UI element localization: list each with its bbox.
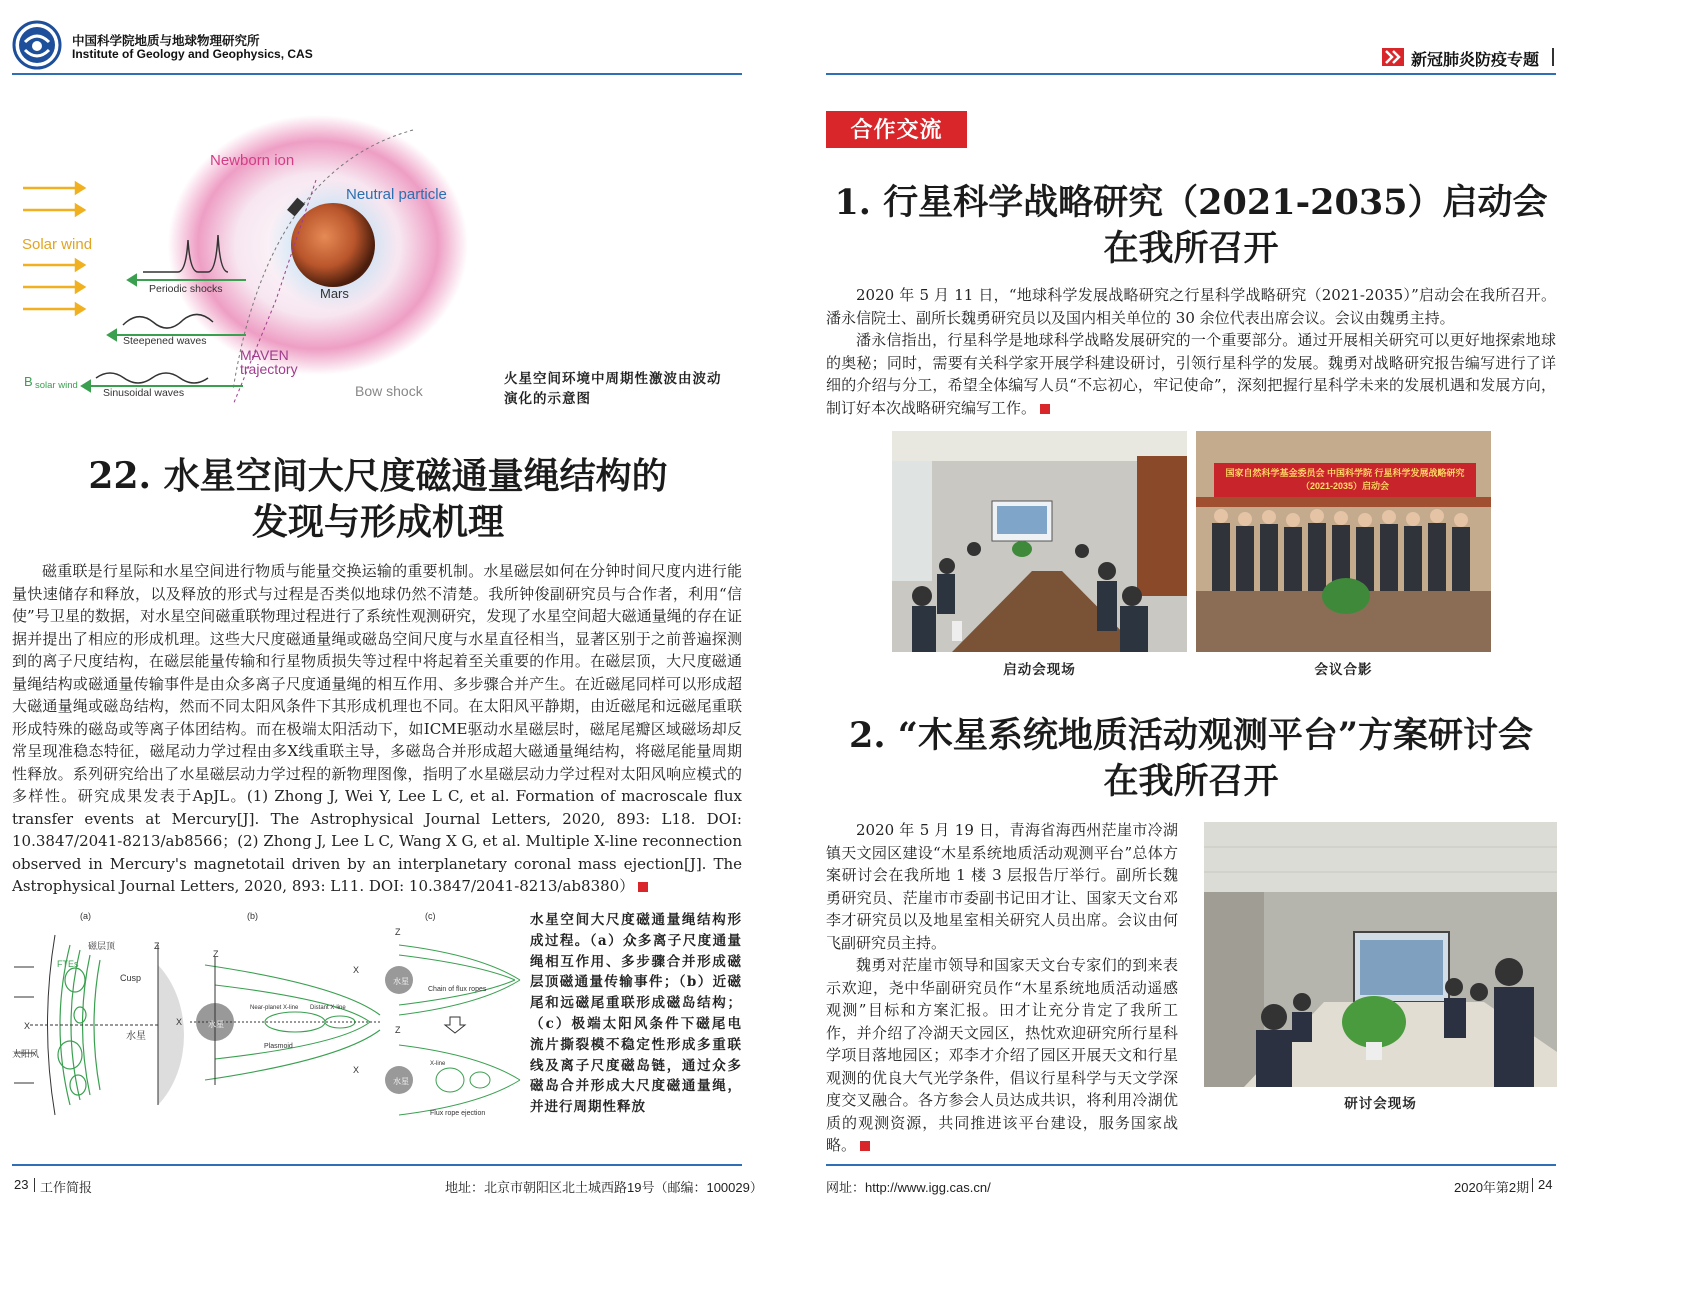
mercury-figure-caption: 水星空间大尺度磁通量绳结构形成过程。（a）众多离子尺度通量绳相互作用、多步骤合并形成磁层顶磁通量传输事件；（b）近磁尾和远磁尾重联形成磁岛结构；（c）极端太阳风条件下磁尾电流片撕裂模不稳定性形成多重联线及离子尺度磁岛链，通过众多磁岛合并形成大尺度磁通量绳，并进行周期性释放 — [530, 912, 742, 1116]
article1-para1: 2020 年 5 月 11 日，“地球科学发展战略研究之行星科学战略研究（2021-2035）”启动会在我所召开。潘永信院士、副所长魏勇研究员以及国内相关单位的 30 余位代表出席会议。会议由魏勇主持。 — [826, 286, 1556, 327]
label-near-x: Near-planet X-line — [250, 1005, 299, 1011]
right-footer-issue: 2020年第2期 — [1454, 1180, 1530, 1195]
label-x-c2: X — [353, 1065, 360, 1075]
topic-divider — [1552, 48, 1554, 66]
end-mark-icon — [860, 1141, 870, 1151]
label-periodic-shocks: Periodic shocks — [149, 283, 223, 295]
article2-title-line1: 2. “木星系统地质活动观测平台”方案研讨会 — [849, 715, 1533, 756]
article22-title-line1: 22. 水星空间大尺度磁通量绳结构的 — [88, 455, 668, 497]
article22-title-line2: 发现与形成机理 — [251, 501, 504, 543]
left-footer-divider — [34, 1178, 35, 1192]
kickoff-meeting-photo — [892, 431, 1187, 652]
article2-para1: 2020 年 5 月 19 日，青海省海西州茫崖市冷湖镇天文园区建设“木星系统地质活动观测平台”总体方案研讨会在我所地 1 楼 3 层报告厅举行。副所长魏勇研究员、茫崖市市委副书记田才让、国家天文台邓李才研究员以及地星室相关研究人员出席。会议由何飞副研究员主持。 — [826, 821, 1178, 952]
mars-caption-line1: 火星空间环境中周期性激波由波动 — [504, 371, 722, 387]
right-footer-website: 网址：http://www.igg.cas.cn/ — [826, 1180, 991, 1195]
label-mercury-a: 水星 — [126, 1031, 146, 1042]
article22-title — [14, 453, 742, 545]
article1-title-line2: 在我所召开 — [1103, 228, 1279, 269]
label-ejection: Flux rope ejection — [430, 1110, 486, 1117]
kickoff-photo-caption: 启动会现场 — [1003, 662, 1076, 678]
label-sinusoidal-waves: Sinusoidal waves — [103, 387, 185, 399]
symposium-photo — [1204, 822, 1557, 1087]
label-neutral-particle: Neutral particle — [346, 186, 447, 203]
label-cusp: Cusp — [120, 973, 142, 983]
label-x-a: X — [24, 1021, 31, 1031]
left-footer-address: 地址：北京市朝阳区北土城西路19号（邮编：100029） — [445, 1180, 763, 1195]
symposium-photo-caption: 研讨会现场 — [1344, 1096, 1417, 1112]
label-ftes: FTEs — [57, 959, 79, 969]
label-mars: Mars — [320, 286, 349, 301]
label-chain: Chain of flux ropes — [428, 986, 487, 993]
left-header-rule — [12, 73, 742, 75]
mars-figure-caption — [504, 369, 744, 409]
end-mark-icon — [638, 882, 648, 892]
panel-b-label: (b) — [247, 911, 258, 921]
label-mercury-c2: 水星 — [393, 1077, 409, 1086]
article22-body-text: 磁重联是行星际和水星空间进行物质与能量交换运输的重要机制。水星磁层如何在分钟时间尺度内进行能量快速储存和释放，以及释放的形式与过程是否类似地球仍然不清楚。我所钟俊副研究员与合作者，利用“信使”号卫星的数据，对水星空间磁重联物理过程进行了系统性观测研究，发现了水星空间超大磁通量绳的存在证据并提出了相应的形成机理。这些大尺度磁通量绳或磁岛空间尺度与水星直径相当，显著区别于之前普遍探测到的离子尺度结构，在磁层能量传输和行星物质损失等过程中将起着至关重要的作用。在磁层顶，大尺度磁通量绳结构或磁通量传输事件是由众多离子尺度通量绳的相互作用、多步骤合并产生。在近磁尾同样可以形成超大磁通量绳或磁岛结构，然而不同太阳风条件下其形成机理也不同。在太阳风平静期，由近磁尾和远磁尾重联形成特殊的磁岛或等离子体团结构。而在极端太阳活动下，如ICME驱动水星磁层时，磁尾尾瓣区域磁场却反常呈现准稳态特征，磁尾动力学过程由多X线重联主导，多磁岛合并形成超大磁通量绳结构，将磁尾能量周期性释放。系列研究给出了水星磁层动力学过程的新物理图像，指明了水星磁层动力学过程对太阳风响应模式的多样性。研究成果发表于ApJL。(1) Zhong J, Wei Y, Lee L C, et al. Formation of macroscale flux transfer events at Mercury[J]. The Astrophysical Journal Letters, 2020, 893: L18. DOI: 10.3847/2041-8213/ab8566；(2) Zhong J, Lee L C, Wang X G, et al. Multiple X-line reconnection observed in Mercury's magnetotail driven by an interplanetary coronal mass ejection[J]. The Astrophysical Journal Letters, 2020, 893: L11. DOI: 10.3847/2041-8213/ab8380） — [12, 562, 742, 895]
group-photo — [1196, 431, 1491, 652]
iggcas-logo — [12, 20, 62, 70]
panel-c-label: (c) — [425, 911, 436, 921]
article2-para2: 魏勇对茫崖市领导和国家天文台专家们的到来表示欢迎，尧中华副研究员作“木星系统地质活动遥感观测”目标和方案汇报。田才让充分肯定了我所工作，并介绍了冷湖天文园区，热忱欢迎研究所行星科学项目落地园区；邓李才介绍了园区开展天文和行星观测的优良大气光学条件，倡议行星科学与天文学深度交叉融合。各方参会人员达成共识，将利用冷湖优质的观测资源，共同推进该平台建设，服务国家战略。 — [826, 956, 1178, 1154]
right-footer-rule — [826, 1164, 1556, 1166]
panel-a-label: (a) — [80, 911, 91, 921]
label-z-c1: Z — [395, 927, 401, 937]
article1-body — [826, 284, 1556, 419]
mars-wave-figure — [18, 110, 488, 410]
topic-chevron-icon — [1382, 48, 1404, 66]
end-mark-icon — [1040, 404, 1050, 414]
group-photo-caption: 会议合影 — [1314, 662, 1373, 678]
article2-title — [826, 713, 1556, 805]
label-b-sub: solar wind — [35, 380, 78, 391]
label-plasmoid: Plasmoid — [264, 1043, 293, 1050]
mars-caption-line2: 演化的示意图 — [504, 391, 591, 407]
label-z-c2: Z — [395, 1025, 401, 1035]
label-z-a: Z — [154, 941, 160, 951]
right-header-rule — [826, 73, 1556, 75]
label-magnetopause: 磁层顶 — [88, 941, 116, 951]
label-x-b: X — [176, 1017, 183, 1027]
org-name-en: Institute of Geology and Geophysics, CAS — [72, 47, 313, 61]
group-photo-banner-text: 国家自然科学基金委员会 中国科学院 行星科学发展战略研究（2021-2035）启动会 — [1225, 468, 1465, 491]
label-solar-wind-a: 太阳风 — [12, 1049, 40, 1059]
article1-title-line1: 1. 行星科学战略研究（2021-2035）启动会 — [834, 182, 1548, 223]
left-page-number: 23 — [14, 1177, 29, 1192]
label-mercury-c1: 水星 — [393, 977, 409, 986]
label-x-c1: X — [353, 965, 360, 975]
label-steepened-waves: Steepened waves — [123, 335, 207, 347]
left-footer-rule — [12, 1164, 742, 1166]
article2-title-line2: 在我所召开 — [1103, 761, 1279, 802]
right-page-number: 24 — [1538, 1177, 1553, 1192]
label-newborn-ion: Newborn ion — [210, 152, 295, 169]
label-b: B — [24, 374, 33, 389]
article1-para2: 潘永信指出，行星科学是地球科学战略发展研究的一个重要部分。通过开展相关研究可以更好地探索地球的奥秘；同时，需要有关科学家开展学科建设研讨，引领行星科学的发展。魏勇对战略研究报告编写进行了详细的介绍与分工，希望全体编写人员“不忘初心，牢记使命”，深刻把握行星科学未来的发展机遇和发展方向，制订好本次战略研究编写工作。 — [826, 331, 1556, 417]
org-name-cn: 中国科学院地质与地球物理研究所 — [72, 34, 260, 48]
label-maven-1: MAVEN — [240, 347, 289, 363]
section-badge: 合作交流 — [826, 111, 967, 148]
left-footer-section: 工作简报 — [40, 1180, 93, 1195]
article22-body — [12, 560, 742, 898]
label-maven-2: trajectory — [240, 361, 298, 377]
label-solar-wind: Solar wind — [22, 236, 93, 253]
right-footer-divider — [1532, 1178, 1533, 1192]
label-dist-x: Distant X-line — [310, 1005, 346, 1011]
article1-title — [826, 180, 1556, 272]
mercury-flux-rope-figure — [10, 905, 522, 1120]
label-bow-shock: Bow shock — [355, 383, 423, 399]
topic-title: 新冠肺炎防疫专题 — [1411, 52, 1540, 69]
article2-body — [826, 819, 1178, 1157]
label-x-line: X-line — [430, 1061, 446, 1067]
label-z-b: Z — [213, 949, 219, 959]
label-mercury-b: 水星 — [208, 1020, 224, 1029]
